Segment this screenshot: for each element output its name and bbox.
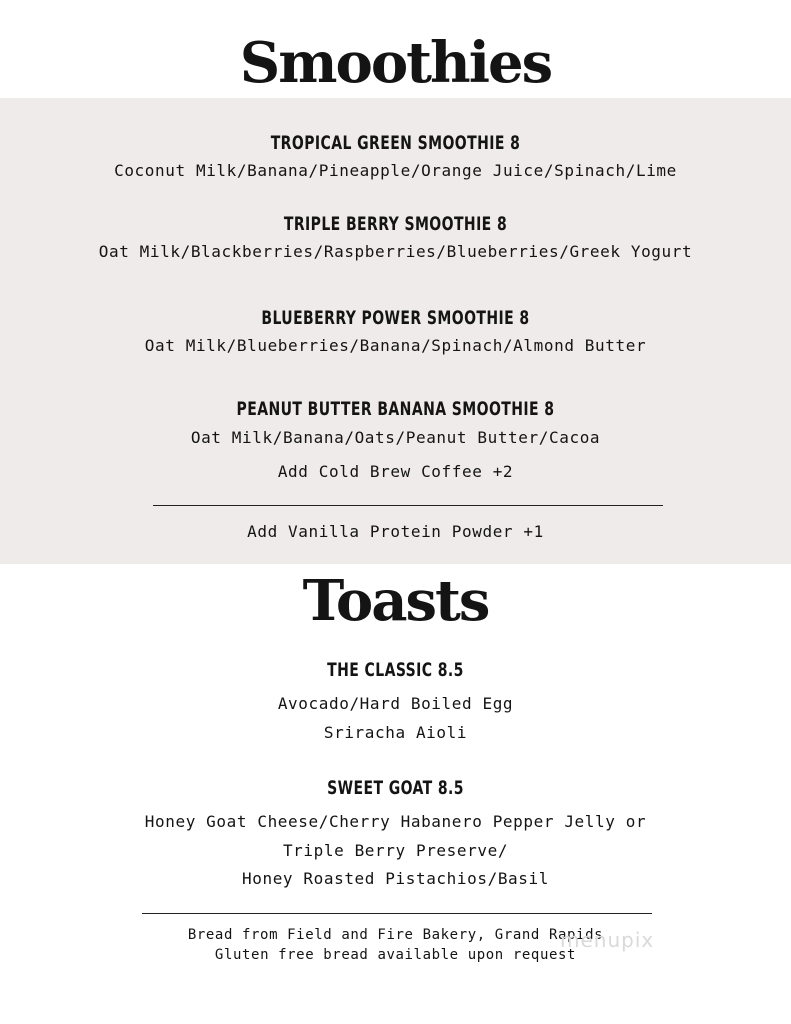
smoothies-title: Smoothies: [239, 30, 552, 96]
toast-desc-line: Honey Goat Cheese/Cherry Habanero Pepper Jelly or: [144, 812, 647, 831]
footnote-gluten-free: Gluten free bread available upon request: [214, 947, 577, 963]
toast-desc-line: Triple Berry Preserve/: [282, 841, 509, 860]
smoothie-name-triple-berry: TRIPLE BERRY SMOOTHIE 8: [283, 213, 508, 235]
toast-name-sweet-goat: SWEET GOAT 8.5: [327, 777, 464, 799]
toasts-title: Toasts: [302, 568, 489, 634]
smoothie-name-blueberry-power: BLUEBERRY POWER SMOOTHIE 8: [261, 307, 530, 329]
smoothie-desc-blueberry-power: Oat Milk/Blueberries/Banana/Spinach/Almond Butter: [144, 336, 647, 355]
smoothie-desc-triple-berry: Oat Milk/Blackberries/Raspberries/Blueberries/Greek Yogurt: [98, 242, 693, 261]
smoothie-name-tropical-green: TROPICAL GREEN SMOOTHIE 8: [270, 132, 521, 154]
watermark: menupix: [560, 928, 655, 952]
addon-protein-powder: Add Vanilla Protein Powder +1: [247, 522, 544, 541]
toast-desc-line: Sriracha Aioli: [323, 723, 468, 742]
addon-cold-brew: Add Cold Brew Coffee +2: [277, 462, 514, 481]
smoothie-name-peanut-butter-banana: PEANUT BUTTER BANANA SMOOTHIE 8: [236, 398, 555, 420]
footnote-bakery: Bread from Field and Fire Bakery, Grand Rapids: [187, 927, 604, 943]
smoothie-desc-tropical-green: Coconut Milk/Banana/Pineapple/Orange Juice/Spinach/Lime: [114, 161, 677, 180]
toast-name-the-classic: THE CLASSIC 8.5: [327, 659, 464, 681]
toasts-divider: [142, 913, 652, 914]
smoothie-desc-peanut-butter-banana: Oat Milk/Banana/Oats/Peanut Butter/Cacoa: [190, 428, 601, 447]
toast-desc-line: Honey Roasted Pistachios/Basil: [242, 869, 549, 888]
smoothies-divider: [153, 505, 663, 506]
toast-desc-line: Avocado/Hard Boiled Egg: [277, 694, 514, 713]
